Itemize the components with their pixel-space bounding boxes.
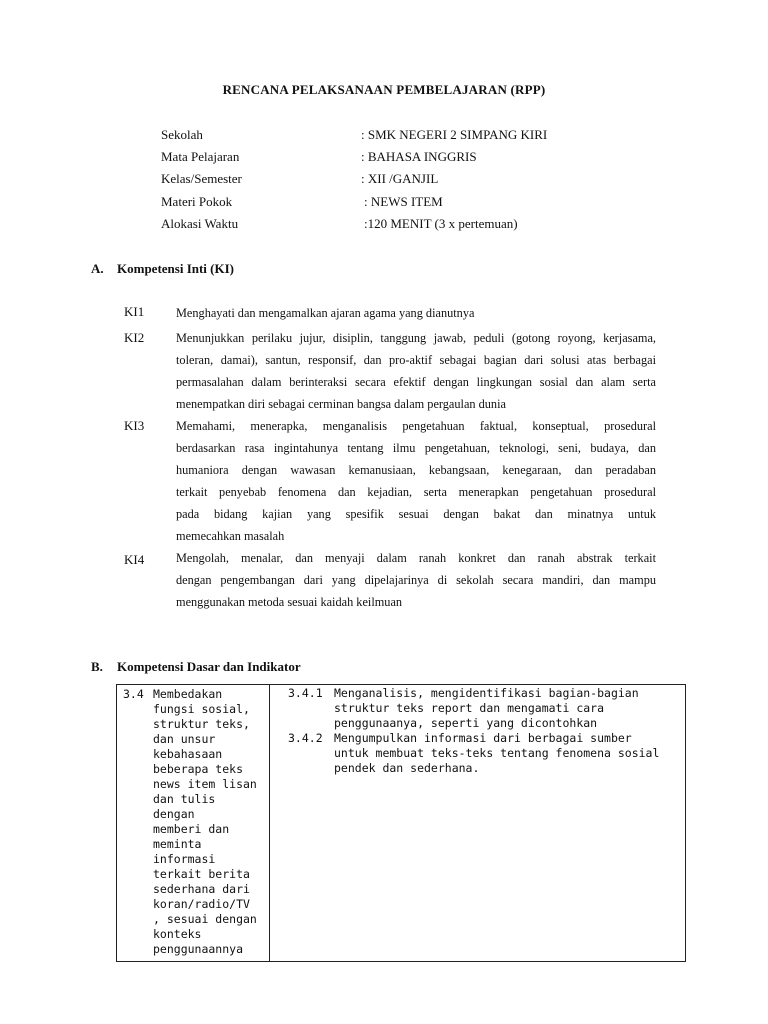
ki-line: terkait penyebab fenomena dan kejadian, serta menerapkan pengetahuan prosedural	[176, 485, 656, 499]
ki-line: pada bidang kajian yang spesifik sesuai dengan bakat dan minatnya untuk	[176, 507, 656, 521]
info-label: Sekolah	[161, 127, 203, 142]
info-label: Materi Pokok	[161, 194, 233, 209]
info-label: Alokasi Waktu	[161, 216, 239, 231]
ki-line: Menunjukkan perilaku jujur, disiplin, tanggung jawab, peduli (gotong royong, kerjasama,	[176, 331, 656, 345]
ki-line: menempatkan diri sebagai cerminan bangsa dalam pergaulan dunia	[176, 397, 506, 411]
ki-line: toleran, damai), santun, responsif, dan pro-aktif sebagai bagian dari solusi atas berbagai	[176, 353, 656, 367]
ki-line: menggunakan metoda sesuai kaidah keilmuan	[176, 595, 403, 609]
indicator-number: 3.4.1	[288, 686, 323, 700]
indicator-number: 3.4.2	[288, 731, 323, 745]
ki-text	[176, 415, 656, 547]
ki-code: KI1	[124, 304, 145, 319]
kd-number: 3.4	[123, 687, 144, 701]
info-value: : XII /GANJIL	[361, 171, 439, 186]
document-title: RENCANA PELAKSANAAN PEMBELAJARAN (RPP)	[222, 82, 546, 97]
ki-line: dengan pengembangan dari yang dipelajarinya di sekolah secara mandiri, dan mampu	[176, 573, 656, 587]
info-value: : NEWS ITEM	[364, 194, 443, 209]
ki-text	[176, 327, 656, 415]
info-label: Mata Pelajaran	[161, 149, 240, 164]
info-value: : BAHASA INGGRIS	[361, 149, 477, 164]
indicator-item	[270, 686, 685, 731]
info-value: :120 MENIT (3 x pertemuan)	[364, 216, 518, 231]
ki-code: KI4	[124, 552, 145, 567]
ki-line: berdasarkan rasa ingintahunya tentang ilmu pengetahuan, teknologi, seni, budaya, dan	[176, 441, 656, 455]
section-letter: A.	[91, 261, 104, 276]
kd-row	[117, 685, 686, 962]
ki-code: KI3	[124, 418, 145, 433]
info-label: Kelas/Semester	[161, 171, 242, 186]
section-letter: B.	[91, 659, 103, 674]
kd-text: Membedakan fungsi sosial, struktur teks, dan unsur kebahasaan beberapa teks news item lisan dan tulis dengan memberi dan meminta informasi terkait berita sederhana dari koran/radio/TV , sesuai dengan konteks penggunaannya	[153, 687, 257, 956]
ki-line: Mengolah, menalar, dan menyaji dalam ranah konkret dan ranah abstrak terkait	[176, 551, 656, 565]
section-title: Kompetensi Dasar dan Indikator	[117, 659, 301, 674]
ki-line: humaniora dengan wawasan kemanusiaan, kebangsaan, kenegaraan, dan peradaban	[176, 463, 656, 477]
info-value: : SMK NEGERI 2 SIMPANG KIRI	[361, 127, 548, 142]
kd-cell	[117, 685, 270, 962]
indicator-item	[270, 731, 685, 776]
indicator-text: Mengumpulkan informasi dari berbagai sumber untuk membuat teks-teks tentang fenomena sosial pendek dan sederhana.	[334, 731, 660, 775]
section-title: Kompetensi Inti (KI)	[117, 261, 234, 276]
kd-table	[116, 684, 686, 962]
indicator-text: Menganalisis, mengidentifikasi bagian-bagian struktur teks report dan mengamati cara penggunaanya, seperti yang dicontohkan	[334, 686, 639, 730]
ki-line: Menghayati dan mengamalkan ajaran agama yang dianutnya	[176, 306, 475, 320]
kd-content	[117, 685, 269, 957]
ki-text	[176, 302, 656, 324]
ki-text	[176, 547, 656, 613]
ki-line: Memahami, menerapka, menganalisis pengetahuan faktual, konseptual, prosedural	[176, 419, 656, 433]
indicator-cell	[270, 685, 686, 962]
ki-line: permasalahan dalam berinteraksi secara efektif dengan lingkungan sosial dan alam serta	[176, 375, 656, 389]
ki-line: memecahkan masalah	[176, 529, 285, 543]
ki-code: KI2	[124, 330, 145, 345]
